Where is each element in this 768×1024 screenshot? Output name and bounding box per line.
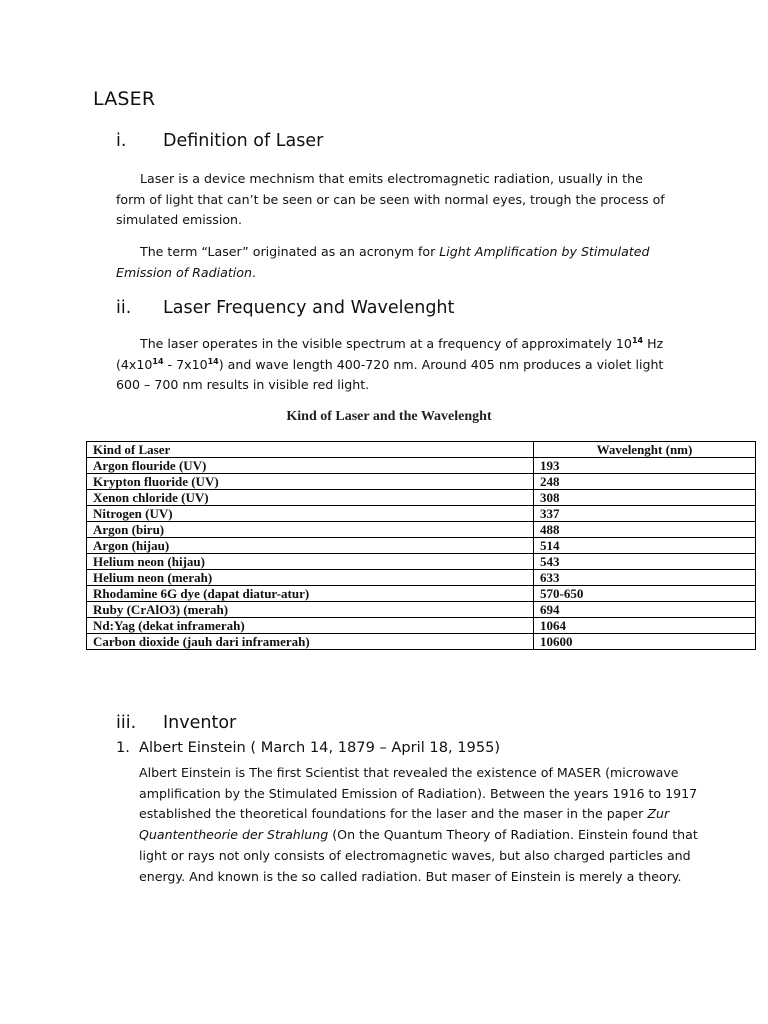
wavelength-cell: 488 xyxy=(534,522,756,538)
wavelength-cell: 337 xyxy=(534,506,756,522)
wavelength-cell: 308 xyxy=(534,490,756,506)
table-row xyxy=(87,522,756,538)
laser-kind-cell: Helium neon (merah) xyxy=(87,570,534,586)
definition-text xyxy=(116,169,676,284)
table-row xyxy=(87,538,756,554)
table-row xyxy=(87,586,756,602)
table-row xyxy=(87,634,756,650)
laser-kind-cell: Argon flouride (UV) xyxy=(87,458,534,474)
table-header-row xyxy=(87,442,756,458)
frequency-paragraph: The laser operates in the visible spectrum at a frequency of approximately $10^{14}$ Hz $(4x10^{14} - 7x10^{14})$ and wave length 400-720 nm. Around 405 nm produces a violet light 600 – 700 nm results in visible red light. xyxy=(116,336,664,393)
header-kind: Kind of Laser xyxy=(87,442,534,458)
acronym-expansion: Light Amplification by Stimulated Emission of Radiation xyxy=(116,244,650,280)
inventor-name: Albert Einstein ( March 14, 1879 – April 18, 1955) xyxy=(139,739,501,756)
section-title: Laser Frequency and Wavelenght xyxy=(163,298,455,318)
list-number: 1. xyxy=(116,739,130,756)
section-title: Inventor xyxy=(163,713,237,733)
table-row xyxy=(87,618,756,634)
laser-kind-cell: Helium neon (hijau) xyxy=(87,554,534,570)
wavelength-cell: 248 xyxy=(534,474,756,490)
laser-kind-cell: Carbon dioxide (jauh dari inframerah) xyxy=(87,634,534,650)
table-row xyxy=(87,458,756,474)
paper-title: Zur Quantentheorie der Strahlung xyxy=(139,806,670,843)
wavelength-cell: 193 xyxy=(534,458,756,474)
section-number: i. xyxy=(116,131,127,151)
table-row xyxy=(87,474,756,490)
wavelength-cell: 514 xyxy=(534,538,756,554)
header-wavelength: Wavelenght (nm) xyxy=(534,442,756,458)
table-row xyxy=(87,602,756,618)
frequency-text xyxy=(116,334,676,396)
section-number: iii. xyxy=(116,713,137,733)
laser-kind-cell: Rhodamine 6G dye (dapat diatur-atur) xyxy=(87,586,534,602)
laser-wavelength-table xyxy=(86,441,756,650)
table-caption: Kind of Laser and the Wavelenght xyxy=(286,409,492,424)
table-row xyxy=(87,570,756,586)
definition-paragraph-1: Laser is a device mechnism that emits electromagnetic radiation, usually in the form of light that can’t be seen or can be seen with normal eyes, trough the process of simulated emission. xyxy=(116,171,665,228)
inventor-text xyxy=(139,763,699,887)
laser-kind-cell: Xenon chloride (UV) xyxy=(87,490,534,506)
wavelength-cell: 570-650 xyxy=(534,586,756,602)
table-row xyxy=(87,490,756,506)
definition-paragraph-2: The term “Laser” originated as an acronym for Light Amplification by Stimulated Emission of Radiation. xyxy=(116,244,650,280)
laser-kind-cell: Nitrogen (UV) xyxy=(87,506,534,522)
laser-kind-cell: Krypton fluoride (UV) xyxy=(87,474,534,490)
section-title: Definition of Laser xyxy=(163,131,324,151)
inventor-paragraph: Albert Einstein is The first Scientist that revealed the existence of MASER (microwave amplification by the Stimulated Emission of Radiation). Between the years 1916 to 1917 established the theoretical foundations for the laser and the maser in the paper Zur Quantentheorie der Strahlung (On the Quantum Theory of Radiation. Einstein found that light or rays not only consists of electromagnetic waves, but also charged particles and energy. And known is the so called radiation. But maser of Einstein is merely a theory. xyxy=(139,765,698,884)
wavelength-cell: 543 xyxy=(534,554,756,570)
table-row xyxy=(87,554,756,570)
section-number: ii. xyxy=(116,298,132,318)
laser-kind-cell: Ruby (CrAlO3) (merah) xyxy=(87,602,534,618)
wavelength-cell: 633 xyxy=(534,570,756,586)
table-row xyxy=(87,506,756,522)
page-title: LASER xyxy=(93,88,156,110)
wavelength-cell: 694 xyxy=(534,602,756,618)
laser-kind-cell: Argon (hijau) xyxy=(87,538,534,554)
wavelength-cell: 1064 xyxy=(534,618,756,634)
laser-kind-cell: Nd:Yag (dekat inframerah) xyxy=(87,618,534,634)
laser-kind-cell: Argon (biru) xyxy=(87,522,534,538)
wavelength-cell: 10600 xyxy=(534,634,756,650)
